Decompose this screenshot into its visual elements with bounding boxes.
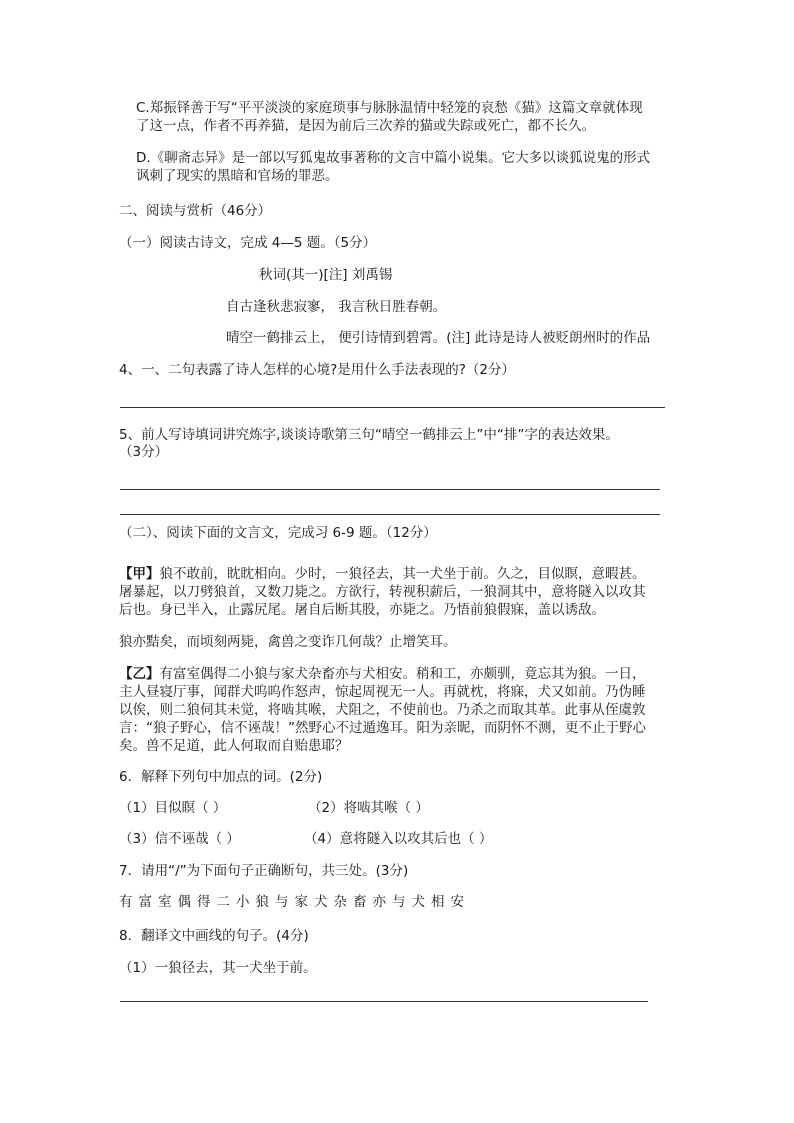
passage-jia-line1: [119, 564, 646, 584]
answer-line-q8-1[interactable]: [120, 1001, 648, 1002]
passage-jia-para2: 狼亦黠矣，而顷刻两毙，禽兽之变诈几何哉？止增笑耳。: [119, 634, 457, 650]
poem-title: 秋词(其一)[注] 刘禹锡: [259, 267, 393, 283]
passage-yi-line2: 主人昼寝厅事，闻群犬呜呜作怒声，惊起周视无一人。再就枕，将寐，犬又如前。乃伪睡: [119, 684, 646, 700]
poem-line-2: 晴空一鹤排云上， 便引诗情到碧霄。(注] 此诗是诗人被贬朗州时的作品: [226, 330, 651, 346]
question-8-item-1: （1）一狼径去，其一犬坐于前。: [119, 960, 317, 976]
part-2-heading: （二）、阅读下面的文言文，完成习 6-9 题。（12分）: [119, 525, 437, 541]
passage-yi-line3: 以俟，则二狼伺其未觉，将啮其喉，犬阻之，不使前也。乃杀之而取其革。此事从侄虞敦: [119, 702, 646, 718]
option-d-line2: 讽刺了现实的黑暗和官场的罪恶。: [136, 168, 339, 184]
question-7-sentence: 有富室偶得二小狼与家犬杂畜亦与犬相安: [119, 894, 470, 910]
option-d-line1: D.《聊斋志异》是一部以写狐鬼故事著称的文言中篇小说集。它大多以谈狐说鬼的形式: [136, 150, 651, 166]
question-6-item-3: （3）信不诬哉（ ）: [119, 831, 240, 847]
passage-jia-line1-text: 狼不敢前，眈眈相向。少时，一狼径去，其一犬坐于前。久之，目似瞑，意暇甚。: [159, 566, 646, 582]
poem-line-1: 自古逢秋悲寂寥， 我言秋日胜春朝。: [226, 299, 447, 315]
passage-yi-line4: 言：“狼子野心，信不诬哉！”然野心不过遁逸耳。阳为亲昵，而阴怀不测，更不止于野心: [119, 720, 646, 736]
passage-jia-bracket: 【甲】: [119, 566, 160, 582]
question-6-item-1: （1）目似瞑（ ）: [119, 800, 227, 816]
option-c-line1: C.郑振铎善于写“平平淡淡的家庭琐事与脉脉温情中轻笼的哀愁《猫》这篇文章就体现: [136, 100, 643, 116]
answer-line-q5-1[interactable]: [120, 489, 660, 490]
passage-yi-line1: [119, 664, 646, 684]
question-6-item-2: （2）将啮其喉（ ）: [308, 800, 429, 816]
question-6: 6．解释下列句中加点的词。(2分): [119, 769, 323, 785]
question-4: 4、一、二句表露了诗人怎样的心境?是用什么手法表现的?（2分）: [119, 362, 516, 378]
question-7: 7．请用“/”为下面句子正确断句，共三处。(3分): [119, 863, 409, 879]
section-2-heading: 二、阅读与赏析（46分）: [119, 203, 272, 219]
passage-yi-line5: 矣。兽不足道，此人何取而自贻患耶？: [119, 738, 349, 754]
question-6-item-4: （4）意将隧入以攻其后也（ ）: [304, 831, 493, 847]
answer-line-q4[interactable]: [120, 407, 665, 408]
passage-jia-line2: 屠暴起，以刀劈狼首，又数刀毙之。方欲行，转视积薪后，一狼洞其中，意将隧入以攻其: [119, 584, 646, 600]
part-1-heading: （一）阅读古诗文，完成 4—5 题。（5分）: [119, 235, 377, 251]
question-8: 8．翻译文中画线的句子。(4分): [119, 928, 309, 944]
option-c-line2: 了这一点，作者不再养猫，是因为前后三次养的猫或失踪或死亡，都不长久。: [136, 118, 595, 134]
passage-yi-bracket: 【乙】: [119, 666, 160, 682]
answer-line-q5-2[interactable]: [120, 514, 660, 515]
question-5-line2: （3分）: [119, 444, 169, 460]
question-5-line1: 5、前人写诗填词讲究炼字,谈谈诗歌第三句“晴空一鹤排云上”中“排”字的表达效果。: [119, 427, 619, 443]
passage-yi-line1-text: 有富室偶得二小狼与家犬杂畜亦与犬相安。稍和工，亦颇驯，竟忘其为狼。一日，: [159, 666, 646, 682]
passage-jia-line3: 后也。身已半入，止露尻尾。屠自后断其股，亦毙之。乃悟前狼假寐，盖以诱敌。: [119, 602, 605, 618]
